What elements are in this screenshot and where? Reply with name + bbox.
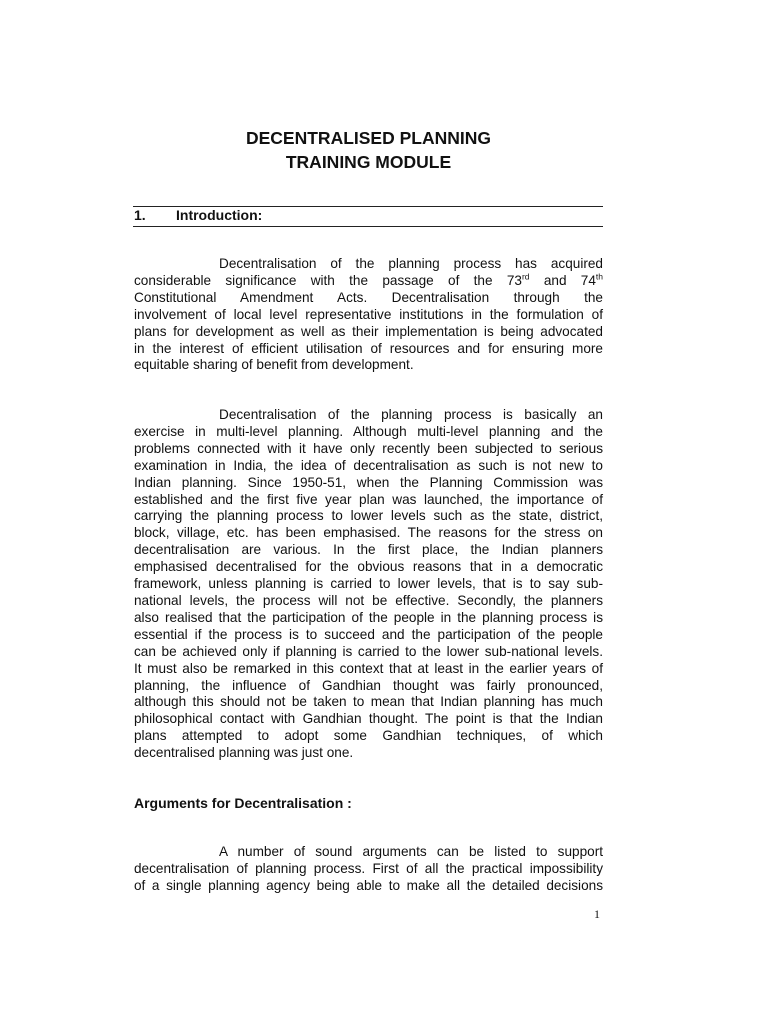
- paragraph-2-line: essential if the process is to succeed and the participation of the people: [134, 626, 603, 642]
- paragraph-2: [134, 407, 603, 762]
- section-heading: [134, 206, 262, 224]
- paragraph-2-line: decentralisation are various. In the first place, the Indian planners: [134, 542, 603, 558]
- paragraph-1-line: involvement of local level representative institutions in the formulation of: [134, 306, 603, 322]
- paragraph-3-line: decentralisation of planning process. First of all the practical impossibility: [134, 860, 603, 876]
- paragraph-3-line: of a single planning agency being able to make all the detailed decisions: [134, 877, 603, 893]
- subheading-text: Arguments for Decentralisation: [134, 795, 344, 811]
- paragraph-2-line: Decentralisation of the planning process is basically an: [219, 407, 603, 422]
- paragraph-2-line: plans attempted to adopt some Gandhian techniques, of which: [134, 728, 603, 744]
- paragraph-1-line-text: and 74: [529, 272, 596, 288]
- document-title-line-1: DECENTRALISED PLANNING: [245, 128, 491, 148]
- superscript-th: th: [595, 271, 604, 282]
- page-number: 1: [594, 907, 600, 921]
- paragraph-1-line-text: considerable significance with the passage of the 73: [134, 272, 522, 288]
- subheading-arguments: [134, 794, 352, 812]
- paragraph-1-line: Constitutional Amendment Acts. Decentralisation through the: [134, 289, 603, 305]
- paragraph-2-line: exercise in multi-level planning. Although multi-level planning and the: [134, 423, 603, 439]
- paragraph-2-line: problems connected with it have only recently been subjected to serious: [134, 440, 603, 456]
- subheading-colon: :: [343, 795, 352, 811]
- paragraph-2-line: It must also be remarked in this context that at least in the earlier years of: [134, 660, 603, 676]
- paragraph-2-line: philosophical contact with Gandhian thought. The point is that the Indian: [134, 711, 603, 727]
- paragraph-2-line: can be achieved only if planning is carried to the lower sub-national levels.: [134, 643, 603, 659]
- paragraph-2-line: established and the first five year plan was launched, the importance of: [134, 491, 603, 507]
- paragraph-2-line: national levels, the process will not be effective. Secondly, the planners: [134, 592, 603, 608]
- paragraph-2-line: examination in India, the idea of decentralisation as such is not new to: [134, 457, 603, 473]
- section-number: 1.: [134, 207, 146, 223]
- paragraph-1-line: plans for development as well as their implementation is being advocated: [134, 323, 603, 339]
- superscript-rd: rd: [521, 271, 530, 282]
- document-title-line-2: TRAINING MODULE: [285, 152, 452, 172]
- paragraph-2-line: planning, the influence of Gandhian thought was fairly pronounced,: [134, 677, 603, 693]
- paragraph-2-line: Indian planning. Since 1950-51, when the Planning Commission was: [134, 474, 603, 490]
- paragraph-3-line: A number of sound arguments can be listed to support: [219, 844, 603, 859]
- paragraph-1-line: Decentralisation of the planning process has acquired: [219, 256, 603, 271]
- paragraph-1-line: equitable sharing of benefit from development.: [134, 357, 414, 373]
- paragraph-2-line: although this should not be taken to mean that Indian planning has much: [134, 694, 603, 710]
- section-colon: :: [257, 207, 263, 223]
- paragraph-2-line: carrying the planning process to lower levels such as the state, district,: [134, 508, 603, 524]
- section-rule-bottom: [133, 226, 603, 227]
- paragraph-3: [134, 844, 603, 895]
- paragraph-1-line: [134, 273, 603, 290]
- paragraph-2-line: block, village, etc. has been emphasised. The reasons for the stress on: [134, 525, 603, 541]
- paragraph-2-line: also realised that the participation of the people in the planning process is: [134, 609, 603, 625]
- paragraph-2-line: emphasised decentralised for the obvious reasons that in a democratic: [134, 559, 603, 575]
- paragraph-1: [134, 256, 603, 374]
- paragraph-2-line: decentralised planning was just one.: [134, 745, 354, 761]
- section-title: Introduction: [176, 207, 258, 223]
- paragraph-2-line: framework, unless planning is carried to lower levels, that is to say sub-: [134, 576, 603, 592]
- paragraph-1-line: in the interest of efficient utilisation of resources and for ensuring more: [134, 340, 603, 356]
